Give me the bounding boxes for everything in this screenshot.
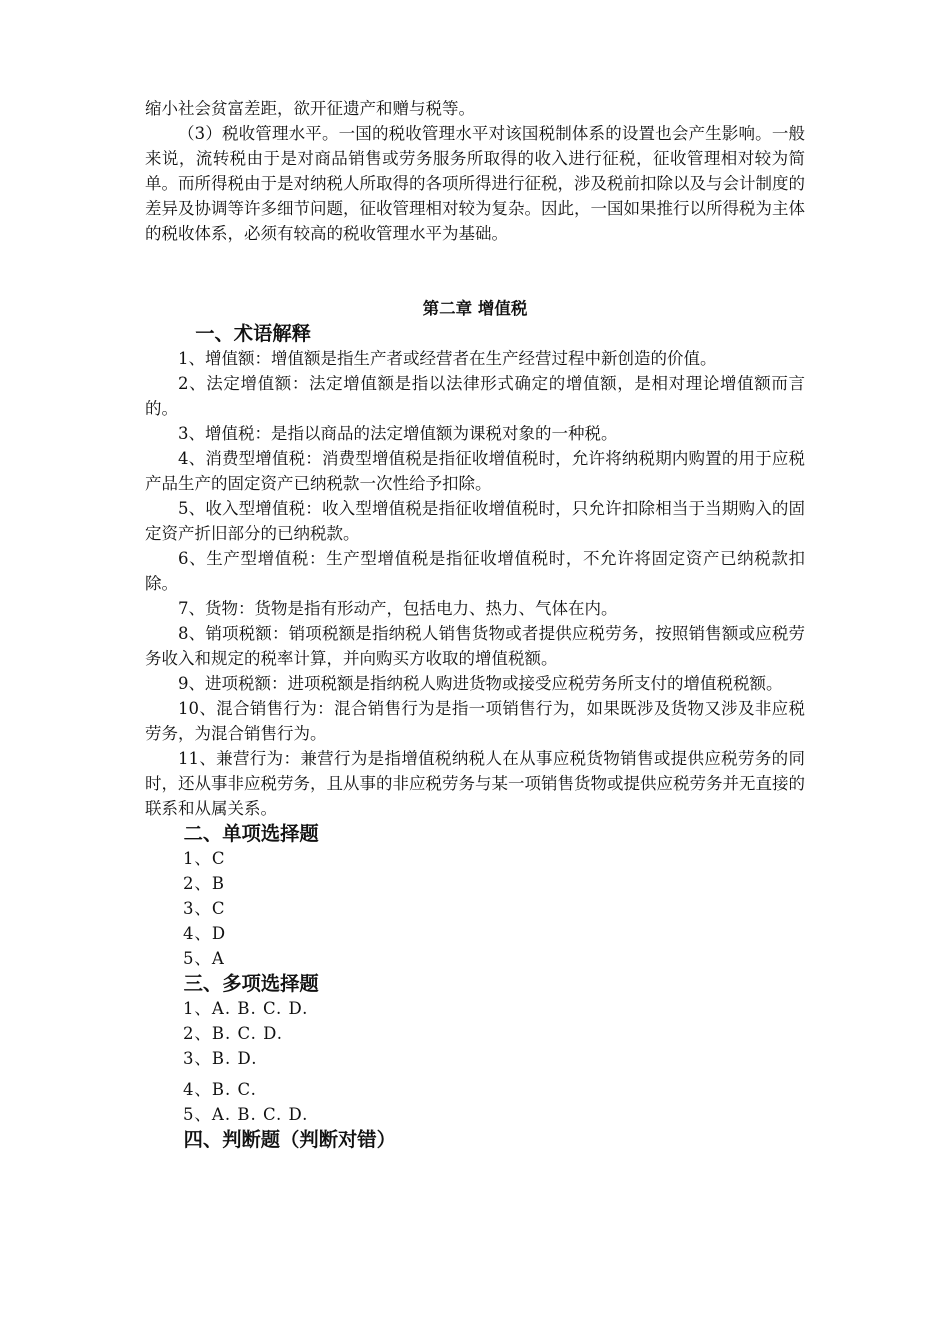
term-item: 5、收入型增值税：收入型增值税是指征收增值税时，只允许扣除相当于当期购入的固定资产折旧部分的已纳税款。 bbox=[145, 499, 805, 543]
section-heading-multiple-choice: 三、多项选择题 bbox=[183, 972, 319, 995]
multiple-choice-answer: 5、A. B. C. D. bbox=[182, 1105, 309, 1124]
single-choice-answer: 2、B bbox=[182, 874, 226, 893]
intro-paragraph: （3）税收管理水平。一国的税收管理水平对该国税制体系的设置也会产生影响。一般来说，流转税由于是对商品销售或劳务服务所取得的收入进行征税，征收管理相对较为简单。而所得税由于是对纳税人所取得的各项所得进行征税，涉及税前扣除以及与会计制度的差异及协调等许多细节问题，征收管理相对较为复杂。因此，一国如果推行以所得税为主体的税收体系，必须有较高的税收管理水平为基础。 bbox=[145, 124, 805, 243]
document-page bbox=[145, 96, 805, 1152]
single-choice-answer: 3、C bbox=[182, 899, 226, 918]
term-item: 2、法定增值额：法定增值额是指以法律形式确定的增值额，是相对理论增值额而言的。 bbox=[145, 374, 805, 418]
term-item: 10、混合销售行为：混合销售行为是指一项销售行为，如果既涉及货物又涉及非应税劳务，为混合销售行为。 bbox=[145, 699, 805, 743]
term-item: 4、消费型增值税：消费型增值税是指征收增值税时，允许将纳税期内购置的用于应税产品生产的固定资产已纳税款一次性给予扣除。 bbox=[145, 449, 805, 493]
term-item: 8、销项税额：销项税额是指纳税人销售货物或者提供应税劳务，按照销售额或应税劳务收入和规定的税率计算，并向购买方收取的增值税额。 bbox=[145, 624, 805, 668]
term-item: 9、进项税额：进项税额是指纳税人购进货物或接受应税劳务所支付的增值税税额。 bbox=[178, 674, 783, 693]
term-item: 6、生产型增值税：生产型增值税是指征收增值税时，不允许将固定资产已纳税款扣除。 bbox=[145, 549, 805, 593]
section-heading-true-false: 四、判断题（判断对错） bbox=[183, 1128, 396, 1151]
section-heading-single-choice: 二、单项选择题 bbox=[183, 822, 319, 845]
term-item: 3、增值税：是指以商品的法定增值额为课税对象的一种税。 bbox=[178, 424, 618, 443]
multiple-choice-answer: 3、B. D. bbox=[182, 1049, 258, 1068]
multiple-choice-answer: 4、B. C. bbox=[182, 1080, 257, 1099]
multiple-choice-answer: 1、A. B. C. D. bbox=[182, 999, 309, 1018]
term-item: 11、兼营行为：兼营行为是指增值税纳税人在从事应税货物销售或提供应税劳务的同时，还从事非应税劳务，且从事的非应税劳务与某一项销售货物或提供应税劳务并无直接的联系和从属关系。 bbox=[145, 749, 805, 818]
single-choice-answer: 4、D bbox=[182, 924, 227, 943]
section-heading-terms: 一、术语解释 bbox=[195, 322, 311, 345]
single-choice-answer: 5、A bbox=[182, 949, 225, 968]
term-item: 1、增值额：增值额是指生产者或经营者在生产经营过程中新创造的价值。 bbox=[178, 349, 717, 368]
chapter-title: 第二章 增值税 bbox=[422, 299, 528, 318]
multiple-choice-answer: 2、B. C. D. bbox=[182, 1024, 283, 1043]
intro-line: 缩小社会贫富差距，欲开征遗产和赠与税等。 bbox=[145, 99, 475, 118]
section-gap bbox=[145, 246, 805, 296]
term-item: 7、货物：货物是指有形动产，包括电力、热力、气体在内。 bbox=[178, 599, 618, 618]
single-choice-answer: 1、C bbox=[182, 849, 226, 868]
